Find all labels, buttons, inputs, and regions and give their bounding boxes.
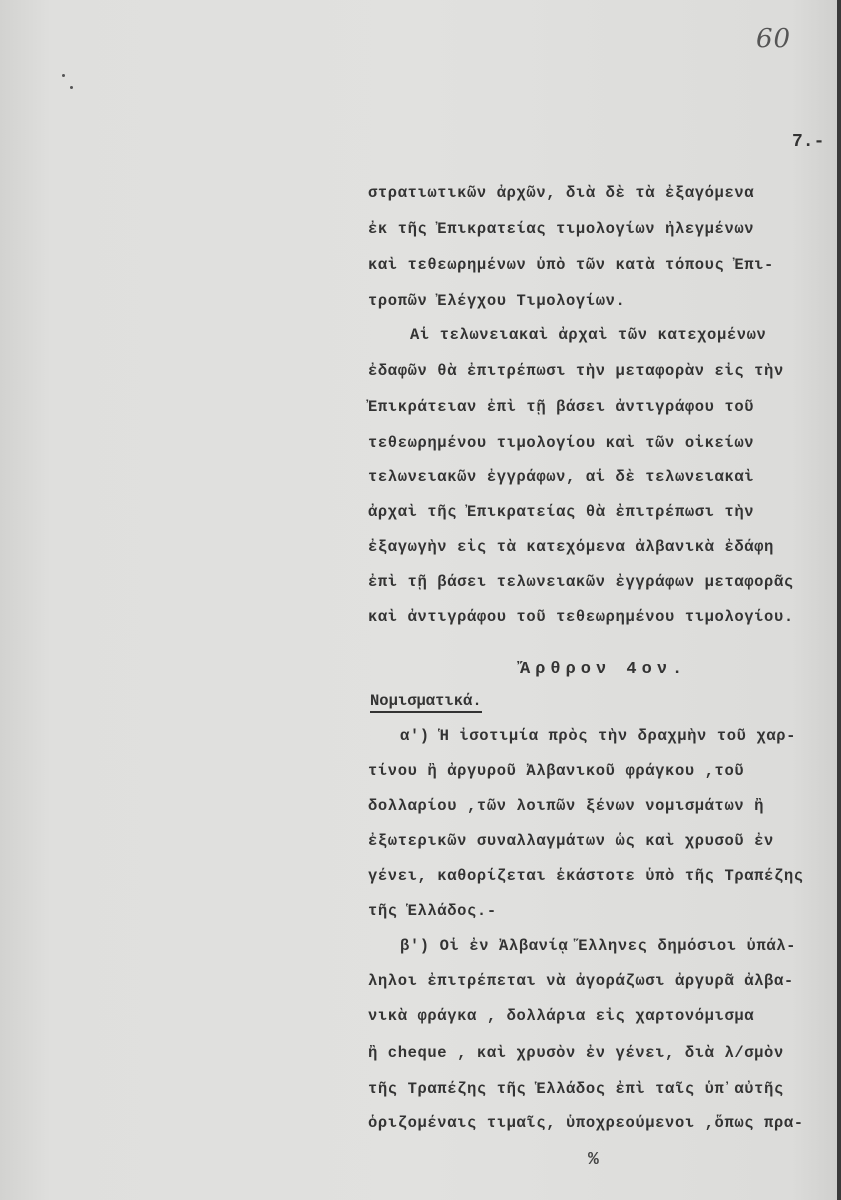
text-line: ἐξαγωγὴν εἰς τὰ κατεχόμενα ἀλβανικὰ ἐδάφη	[368, 538, 774, 556]
text-line: στρατιωτικῶν ἀρχῶν, διὰ δὲ τὰ ἐξαγόμενα	[368, 184, 755, 202]
text-line: ληλοι ἐπιτρέπεται νὰ ἀγοράζωσι ἀργυρᾶ ἀλβα-	[368, 972, 794, 990]
text-line: ἢ cheque , καὶ χρυσὸν ἐν γένει, διὰ λ/σμὸν	[368, 1044, 784, 1062]
text-line: δολλαρίου ,τῶν λοιπῶν ξένων νομισμάτων ἢ	[368, 797, 765, 815]
text-line: α') Ἡ ἰσοτιμία πρὸς τὴν δραχμὴν τοῦ χαρ-	[400, 727, 797, 745]
text-line: ἐδαφῶν θὰ ἐπιτρέπωσι τὴν μεταφορὰν εἰς τὴν	[368, 362, 784, 380]
text-line: τελωνειακῶν ἐγγράφων, αἱ δὲ τελωνειακαὶ	[368, 468, 755, 486]
text-line: τίνου ἢ ἀργυροῦ Ἀλβανικοῦ φράγκου ,τοῦ	[368, 762, 745, 780]
text-line: ἐκ τῆς Ἐπικρατείας τιμολογίων ἠλεγμένων	[368, 220, 755, 238]
scan-edge	[837, 0, 841, 1200]
text-line: ἀρχαὶ τῆς Ἐπικρατείας θὰ ἐπιτρέπωσι τὴν	[368, 503, 755, 521]
text-line: τροπῶν Ἐλέγχου Τιμολογίων.	[368, 292, 626, 310]
text-line: Αἱ τελωνειακαὶ ἀρχαὶ τῶν κατεχομένων	[410, 326, 767, 344]
text-line: ἐπὶ τῇ βάσει τελωνειακῶν ἐγγράφων μεταφορᾶς	[368, 573, 794, 591]
text-line: ἐξωτερικῶν συναλλαγμάτων ὡς καὶ χρυσοῦ ἐν	[368, 832, 774, 850]
text-line: β') Οἱ ἐν Ἀλβανίᾳ Ἕλληνες δημόσιοι ὑπάλ-	[400, 937, 797, 955]
article-heading: Ἄρθρον 4ον.	[520, 660, 688, 679]
handwritten-folio-number: 60	[756, 24, 792, 54]
text-line: καὶ τεθεωρημένων ὑπὸ τῶν κατὰ τόπους Ἐπι-	[368, 256, 774, 274]
text-line: νικὰ φράγκα , δολλάρια εἰς χαρτονόμισμα	[368, 1007, 755, 1025]
text-line: γένει, καθορίζεται ἑκάστοτε ὑπὸ τῆς Τραπέζης	[368, 867, 804, 885]
scan-speck	[62, 74, 65, 77]
text-line: τῆς Τραπέζης τῆς Ἑλλάδος ἐπὶ ταῖς ὑπ᾽αὐτῆς	[368, 1080, 784, 1098]
section-subheading: Νομισματικά.	[370, 692, 482, 713]
bottom-mark: %	[588, 1150, 599, 1170]
text-line: Ἐπικράτειαν ἐπὶ τῇ βάσει ἀντιγράφου τοῦ	[368, 398, 755, 416]
text-line: ὁριζομέναις τιμαῖς, ὑποχρεούμενοι ,ὅπως πρα-	[368, 1114, 804, 1132]
scan-speck	[70, 86, 73, 89]
text-line: καὶ ἀντιγράφου τοῦ τεθεωρημένου τιμολογίου.	[368, 608, 794, 626]
text-line: τεθεωρημένου τιμολογίου καὶ τῶν οἰκείων	[368, 434, 755, 452]
text-line: τῆς Ἑλλάδος.-	[368, 902, 497, 920]
page-number: 7.-	[792, 132, 825, 152]
